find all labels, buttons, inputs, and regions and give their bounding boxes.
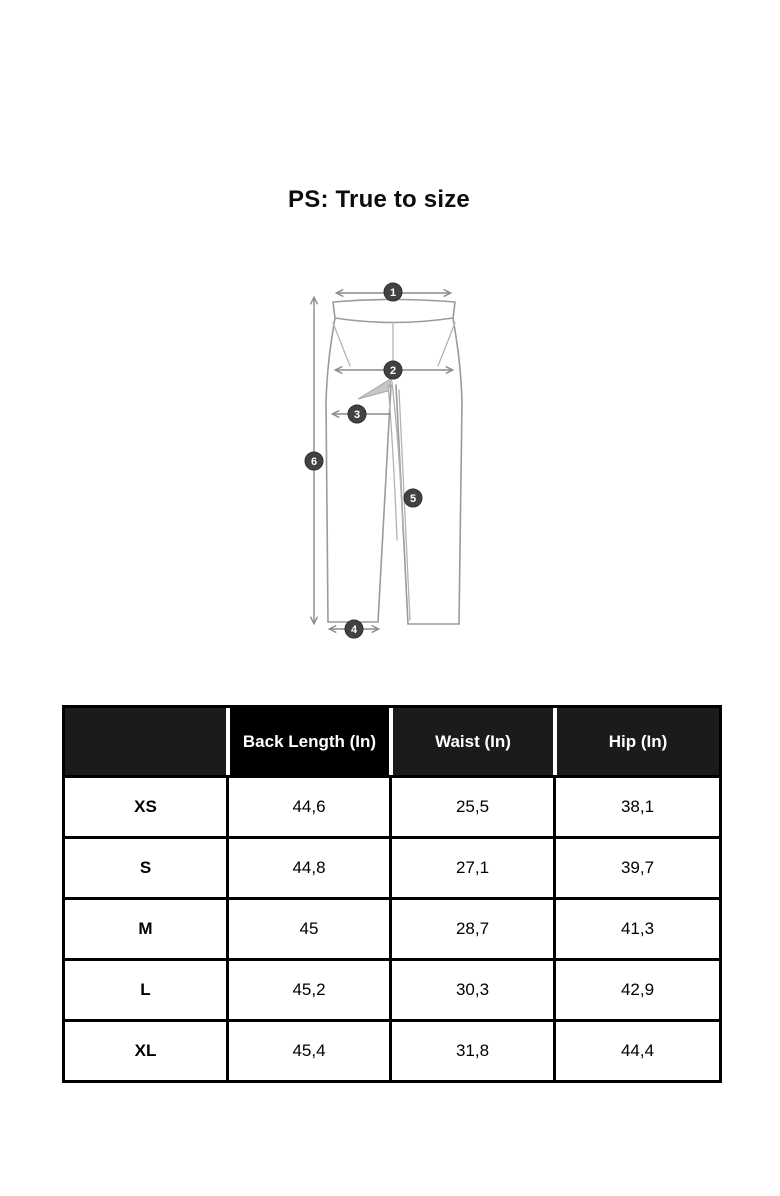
table-row-s [65,836,719,897]
pants-measurement-diagram [280,272,480,652]
measurement-marker-4 [345,620,363,638]
hip-value: 41,3 [553,900,719,958]
size-label: M [65,900,226,958]
size-label: XL [65,1022,226,1080]
table-row-l [65,958,719,1019]
hip-value: 42,9 [553,961,719,1019]
measurement-marker-6 [305,452,323,470]
measurement-lines [314,293,452,629]
pants-outline [326,300,462,625]
waist-value: 25,5 [389,778,553,836]
hip-value: 38,1 [553,778,719,836]
measurement-marker-3 [348,405,366,423]
marker-6-number: 6 [310,456,318,468]
waist-value: 27,1 [389,839,553,897]
marker-4-number: 4 [350,624,358,636]
measurement-marker-5 [404,489,422,507]
table-row-xs [65,775,719,836]
drawstring-bow [358,378,392,399]
back-length-value: 44,8 [226,839,389,897]
back-length-value: 44,6 [226,778,389,836]
marker-3-number: 3 [353,409,361,421]
measurement-marker-1 [384,283,402,301]
header-cell-back-length: Back Length (In) [226,708,389,775]
header-cell-hip: Hip (In) [553,708,719,775]
table-row-xl [65,1019,719,1080]
table-row-m [65,897,719,958]
back-length-value: 45,4 [226,1022,389,1080]
measurement-marker-2 [384,361,402,379]
marker-2-number: 2 [389,365,397,377]
back-length-value: 45,2 [226,961,389,1019]
page-title: PS: True to size [288,186,470,213]
hip-value: 44,4 [553,1022,719,1080]
waist-value: 31,8 [389,1022,553,1080]
back-length-value: 45 [226,900,389,958]
size-label: L [65,961,226,1019]
size-chart-table [62,705,722,1083]
header-cell-waist: Waist (In) [389,708,553,775]
header-cell-size [65,708,226,775]
waist-value: 28,7 [389,900,553,958]
waist-value: 30,3 [389,961,553,1019]
marker-5-number: 5 [409,493,417,505]
size-label: S [65,839,226,897]
marker-1-number: 1 [389,287,397,299]
hip-value: 39,7 [553,839,719,897]
size-label: XS [65,778,226,836]
table-header-row [65,708,719,775]
